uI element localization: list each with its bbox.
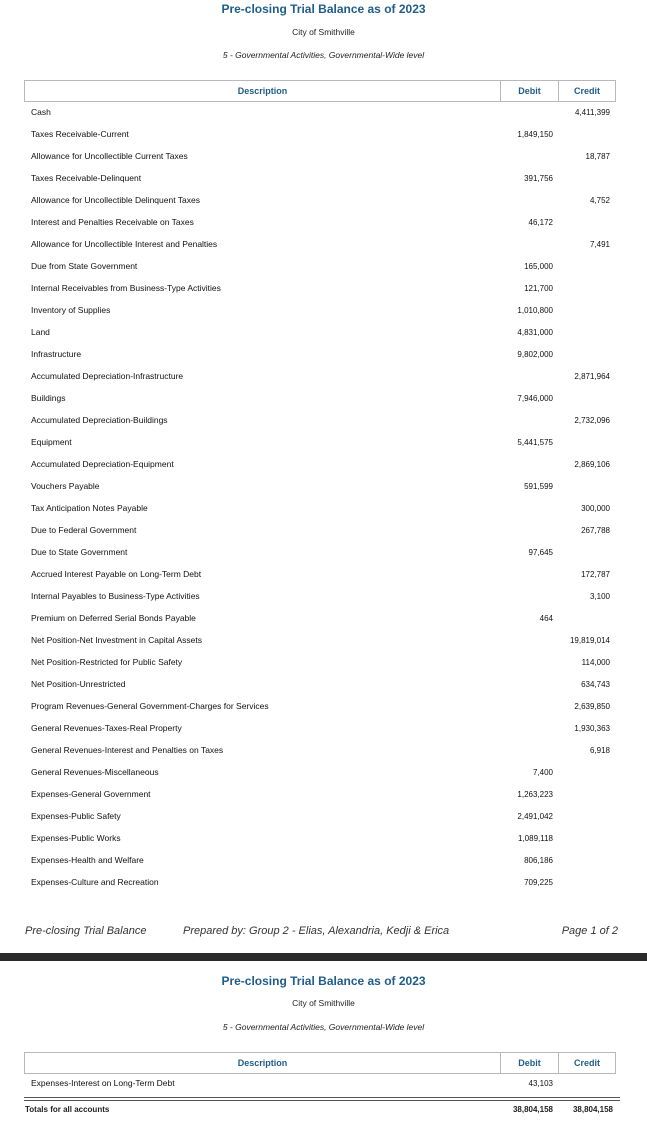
column-header-description-page-2: Description bbox=[24, 1052, 501, 1074]
table-row bbox=[0, 564, 647, 586]
column-header-debit-page-2: Debit bbox=[500, 1052, 559, 1074]
table-row bbox=[0, 124, 647, 146]
table-row bbox=[0, 696, 647, 718]
table-row bbox=[0, 256, 647, 278]
table-row bbox=[0, 168, 647, 190]
account-description: Infrastructure bbox=[31, 349, 82, 359]
account-description: Internal Payables to Business-Type Activities bbox=[31, 591, 200, 601]
report-title: Pre-closing Trial Balance as of 2023 bbox=[221, 2, 426, 16]
account-description: Due from State Government bbox=[31, 261, 138, 271]
account-description: Cash bbox=[31, 107, 51, 117]
account-description: Taxes Receivable-Delinquent bbox=[31, 173, 142, 183]
account-description: Allowance for Uncollectible Current Taxes bbox=[31, 151, 188, 161]
account-description: Net Position-Restricted for Public Safety bbox=[31, 657, 183, 667]
debit-amount: 9,802,000 bbox=[517, 350, 553, 359]
column-header-description: Description bbox=[24, 80, 501, 102]
column-header-credit: Credit bbox=[558, 80, 616, 102]
account-description: Premium on Deferred Serial Bonds Payable bbox=[31, 613, 196, 623]
totals-rule-bottom bbox=[24, 1100, 620, 1101]
debit-amount: 97,645 bbox=[528, 548, 553, 557]
account-description: Accumulated Depreciation-Buildings bbox=[31, 415, 168, 425]
account-description: Interest and Penalties Receivable on Taxes bbox=[31, 217, 194, 227]
account-description: Expenses-Health and Welfare bbox=[31, 855, 144, 865]
table-row bbox=[0, 542, 647, 564]
totals-row bbox=[0, 1104, 647, 1118]
credit-amount: 19,819,014 bbox=[569, 636, 610, 645]
debit-amount: 4,831,000 bbox=[517, 328, 553, 337]
table-row bbox=[0, 828, 647, 850]
account-description: Expenses-Public Safety bbox=[31, 811, 121, 821]
table-row bbox=[0, 652, 647, 674]
report-level: 5 - Governmental Activities, Governmental-Wide level bbox=[222, 50, 425, 60]
debit-amount: 1,849,150 bbox=[517, 130, 553, 139]
table-row bbox=[0, 454, 647, 476]
table-row bbox=[0, 212, 647, 234]
table-row bbox=[0, 630, 647, 652]
debit-amount: 7,946,000 bbox=[517, 394, 553, 403]
account-description: Accumulated Depreciation-Equipment bbox=[31, 459, 174, 469]
table-row bbox=[0, 410, 647, 432]
table-row bbox=[0, 762, 647, 784]
table-row bbox=[0, 102, 647, 124]
footer-page-number: Page 1 of 2 bbox=[561, 925, 618, 937]
credit-amount: 634,743 bbox=[581, 680, 610, 689]
entity-name: City of Smithville bbox=[292, 27, 355, 37]
report-title-page-2: Pre-closing Trial Balance as of 2023 bbox=[221, 974, 426, 988]
totals-label: Totals for all accounts bbox=[25, 1105, 110, 1114]
table-row bbox=[0, 1073, 647, 1095]
debit-amount: 1,089,118 bbox=[518, 834, 553, 843]
account-description: Due to Federal Government bbox=[31, 525, 137, 535]
table-row bbox=[0, 586, 647, 608]
table-row bbox=[0, 674, 647, 696]
table-row bbox=[0, 366, 647, 388]
account-description: Allowance for Uncollectible Interest and Penalties bbox=[31, 239, 218, 249]
debit-amount: 806,186 bbox=[524, 856, 553, 865]
footer-prepared-by: Prepared by: Group 2 - Elias, Alexandria, Kedji & Erica bbox=[183, 925, 450, 937]
credit-amount: 4,411,399 bbox=[575, 108, 610, 117]
account-description: Equipment bbox=[31, 437, 72, 447]
debit-amount: 46,172 bbox=[528, 218, 553, 227]
column-header-debit: Debit bbox=[500, 80, 559, 102]
account-description: Land bbox=[31, 327, 50, 337]
page-separator bbox=[0, 953, 647, 961]
account-description: Accumulated Depreciation-Infrastructure bbox=[31, 371, 184, 381]
credit-amount: 2,639,850 bbox=[574, 702, 610, 711]
credit-amount: 172,787 bbox=[581, 570, 610, 579]
account-description: Expenses-Public Works bbox=[31, 833, 121, 843]
credit-amount: 6,918 bbox=[589, 746, 610, 755]
account-description: Accrued Interest Payable on Long-Term Debt bbox=[31, 569, 202, 579]
account-description: Due to State Government bbox=[31, 547, 128, 557]
debit-amount: 7,400 bbox=[532, 768, 553, 777]
debit-amount: 1,010,800 bbox=[517, 306, 553, 315]
table-row bbox=[0, 146, 647, 168]
table-row bbox=[0, 718, 647, 740]
account-description: Expenses-Interest on Long-Term Debt bbox=[31, 1078, 175, 1088]
credit-amount: 2,871,964 bbox=[574, 372, 610, 381]
report-level-page-2: 5 - Governmental Activities, Governmental-Wide level bbox=[222, 1022, 425, 1032]
account-description: General Revenues-Miscellaneous bbox=[31, 767, 159, 777]
table-row bbox=[0, 476, 647, 498]
account-description: Net Position-Unrestricted bbox=[31, 679, 126, 689]
table-row bbox=[0, 740, 647, 762]
account-description: Vouchers Payable bbox=[31, 481, 100, 491]
credit-amount: 300,000 bbox=[581, 504, 610, 513]
table-row bbox=[0, 498, 647, 520]
table-row bbox=[0, 190, 647, 212]
footer-report-name: Pre-closing Trial Balance bbox=[25, 925, 147, 937]
credit-amount: 18,787 bbox=[585, 152, 610, 161]
totals-credit: 38,804,158 bbox=[572, 1105, 613, 1114]
table-row bbox=[0, 300, 647, 322]
credit-amount: 267,788 bbox=[581, 526, 610, 535]
totals-rule-top bbox=[24, 1097, 620, 1098]
debit-amount: 464 bbox=[539, 614, 553, 623]
account-description: General Revenues-Taxes-Real Property bbox=[31, 723, 182, 733]
credit-amount: 2,869,106 bbox=[574, 460, 610, 469]
debit-amount: 2,491,042 bbox=[517, 812, 553, 821]
table-row bbox=[0, 608, 647, 630]
table-row bbox=[0, 850, 647, 872]
account-description: Tax Anticipation Notes Payable bbox=[31, 503, 148, 513]
account-description: Buildings bbox=[31, 393, 66, 403]
account-description: Expenses-General Government bbox=[31, 789, 151, 799]
account-description: Taxes Receivable-Current bbox=[31, 129, 129, 139]
entity-name-page-2: City of Smithville bbox=[292, 998, 355, 1008]
table-row bbox=[0, 520, 647, 542]
credit-amount: 7,491 bbox=[589, 240, 610, 249]
debit-amount: 165,000 bbox=[524, 262, 553, 271]
debit-amount: 5,441,575 bbox=[517, 438, 553, 447]
debit-amount: 121,700 bbox=[524, 284, 553, 293]
table-row bbox=[0, 322, 647, 344]
table-row bbox=[0, 344, 647, 366]
account-description: Net Position-Net Investment in Capital Assets bbox=[31, 635, 203, 645]
account-description: Program Revenues-General Government-Charges for Services bbox=[31, 701, 269, 711]
account-description: Internal Receivables from Business-Type Activities bbox=[31, 283, 221, 293]
debit-amount: 1,263,223 bbox=[517, 790, 553, 799]
debit-amount: 43,103 bbox=[528, 1079, 553, 1088]
credit-amount: 2,732,096 bbox=[574, 416, 610, 425]
table-row bbox=[0, 234, 647, 256]
credit-amount: 1,930,363 bbox=[574, 724, 610, 733]
table-row bbox=[0, 388, 647, 410]
table-row bbox=[0, 872, 647, 894]
column-header-credit-page-2: Credit bbox=[558, 1052, 616, 1074]
debit-amount: 709,225 bbox=[524, 878, 553, 887]
account-description: Expenses-Culture and Recreation bbox=[31, 877, 159, 887]
account-description: Inventory of Supplies bbox=[31, 305, 111, 315]
totals-debit: 38,804,158 bbox=[512, 1105, 553, 1114]
credit-amount: 4,752 bbox=[589, 196, 610, 205]
table-row bbox=[0, 784, 647, 806]
account-description: Allowance for Uncollectible Delinquent Taxes bbox=[31, 195, 200, 205]
debit-amount: 591,599 bbox=[524, 482, 553, 491]
table-row bbox=[0, 278, 647, 300]
account-description: General Revenues-Interest and Penalties on Taxes bbox=[31, 745, 224, 755]
table-row bbox=[0, 432, 647, 454]
table-row bbox=[0, 806, 647, 828]
credit-amount: 3,100 bbox=[589, 592, 610, 601]
credit-amount: 114,000 bbox=[581, 658, 610, 667]
debit-amount: 391,756 bbox=[524, 174, 553, 183]
